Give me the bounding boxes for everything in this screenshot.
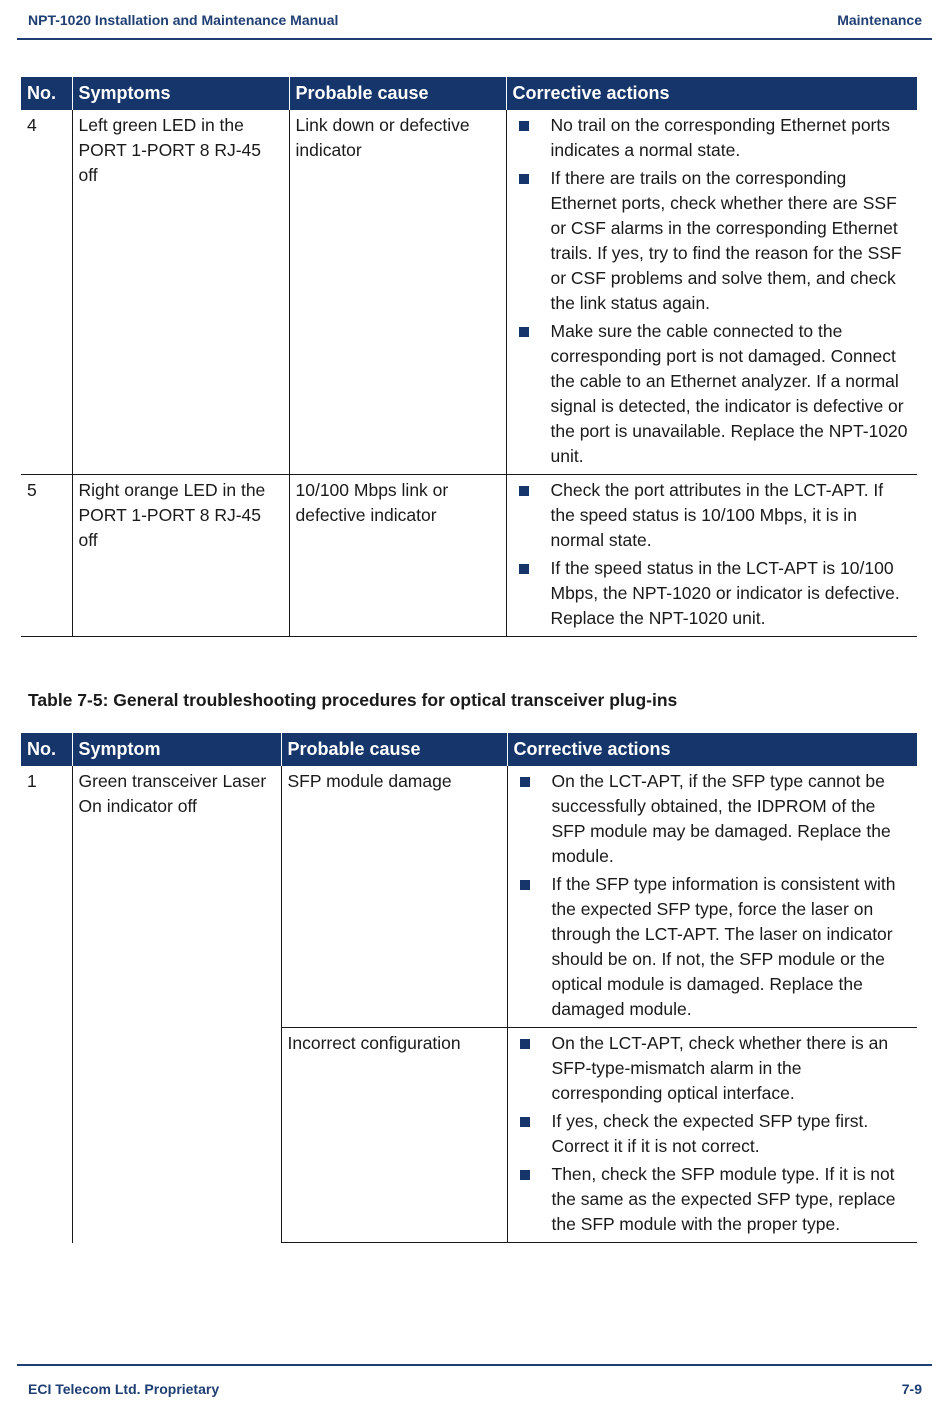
corrective-actions-cell (506, 110, 917, 475)
document-title: NPT-1020 Installation and Maintenance Manual (28, 12, 339, 28)
corrective-actions-list (514, 769, 912, 1022)
action-text: If yes, check the expected SFP type first. Correct it if it is not correct. (551, 1111, 869, 1156)
action-item (514, 1162, 912, 1237)
probable-cause-cell: 10/100 Mbps link or defective indicator (289, 475, 506, 637)
symptom-cell: Right orange LED in the PORT 1-PORT 8 RJ-45 off (72, 475, 289, 637)
probable-cause-cell: SFP module damage (281, 766, 507, 1028)
table-caption: Table 7-5: General troubleshooting procedures for optical transceiver plug-ins (28, 690, 678, 710)
column-header-no: No. (21, 77, 72, 110)
square-bullet-icon (520, 880, 530, 890)
square-bullet-icon (520, 1039, 530, 1049)
page-number: 7-9 (901, 1381, 922, 1397)
square-bullet-icon (519, 486, 529, 496)
action-text: No trail on the corresponding Ethernet ports indicates a normal state. (550, 115, 890, 160)
action-text: Check the port attributes in the LCT-APT. If the speed status is 10/100 Mbps, it is in normal state. (550, 480, 884, 550)
square-bullet-icon (520, 777, 530, 787)
table-row (21, 475, 917, 637)
column-header-corrective-actions: Corrective actions (506, 77, 917, 110)
corrective-actions-list (513, 478, 912, 631)
action-text: If there are trails on the corresponding Ethernet ports, check whether there are SSF or CSF alarms in the corresponding Ethernet trails. If yes, try to find the reason for the SSF or CSF problems and solve them, and check the link status again. (550, 168, 902, 313)
action-item (514, 769, 912, 869)
footer-company: ECI Telecom Ltd. Proprietary (28, 1381, 220, 1397)
table-row (21, 766, 917, 1028)
table-row (21, 110, 917, 475)
section-name: Maintenance (837, 12, 922, 28)
square-bullet-icon (519, 564, 529, 574)
corrective-actions-cell (507, 1028, 917, 1243)
column-header-probable-cause: Probable cause (281, 733, 507, 766)
column-header-no: No. (21, 733, 72, 766)
square-bullet-icon (519, 174, 529, 184)
action-item (513, 556, 912, 631)
row-number: 5 (21, 475, 72, 637)
column-header-corrective-actions: Corrective actions (507, 733, 917, 766)
action-item (513, 113, 912, 163)
led-troubleshooting-table (21, 77, 917, 637)
action-text: Then, check the SFP module type. If it is not the same as the expected SFP type, replace the SFP module with the proper type. (551, 1164, 896, 1234)
column-header-symptom: Symptom (72, 733, 281, 766)
action-item (513, 478, 912, 553)
table-header-row (21, 77, 917, 110)
action-item (513, 319, 912, 469)
corrective-actions-cell (507, 766, 917, 1028)
action-text: If the SFP type information is consistent with the expected SFP type, force the laser on through the LCT-APT. The laser on indicator should be on. If not, the SFP module or the optical module is damaged. Replace the damaged module. (551, 874, 896, 1019)
action-text: Make sure the cable connected to the corresponding port is not damaged. Connect the cable to an Ethernet analyzer. If a normal signal is detected, the indicator is defective or the port is unavailable. Replace the NPT-1020 unit. (550, 321, 908, 466)
column-header-symptoms: Symptoms (72, 77, 289, 110)
square-bullet-icon (520, 1117, 530, 1127)
column-header-probable-cause: Probable cause (289, 77, 506, 110)
probable-cause-cell: Link down or defective indicator (289, 110, 506, 475)
row-number: 4 (21, 110, 72, 475)
action-text: On the LCT-APT, if the SFP type cannot be successfully obtained, the IDPROM of the SFP module may be damaged. Replace the module. (551, 771, 891, 866)
corrective-actions-list (513, 113, 912, 469)
header-rule (17, 38, 932, 40)
action-item (513, 166, 912, 316)
square-bullet-icon (520, 1170, 530, 1180)
square-bullet-icon (519, 121, 529, 131)
action-item (514, 872, 912, 1022)
footer-rule (17, 1364, 932, 1366)
corrective-actions-cell (506, 475, 917, 637)
square-bullet-icon (519, 327, 529, 337)
row-number: 1 (27, 771, 37, 791)
action-item (514, 1031, 912, 1106)
action-item (514, 1109, 912, 1159)
corrective-actions-list (514, 1031, 912, 1237)
symptom-cell: Green transceiver Laser On indicator off (72, 766, 281, 1243)
symptom-cell: Left green LED in the PORT 1-PORT 8 RJ-45 off (72, 110, 289, 475)
transceiver-troubleshooting-table (21, 733, 917, 1243)
action-text: On the LCT-APT, check whether there is an SFP-type-mismatch alarm in the corresponding optical interface. (551, 1033, 889, 1103)
action-text: If the speed status in the LCT-APT is 10/100 Mbps, the NPT-1020 or indicator is defective. Replace the NPT-1020 unit. (550, 558, 900, 628)
probable-cause-cell: Incorrect configuration (281, 1028, 507, 1243)
table-header-row (21, 733, 917, 766)
